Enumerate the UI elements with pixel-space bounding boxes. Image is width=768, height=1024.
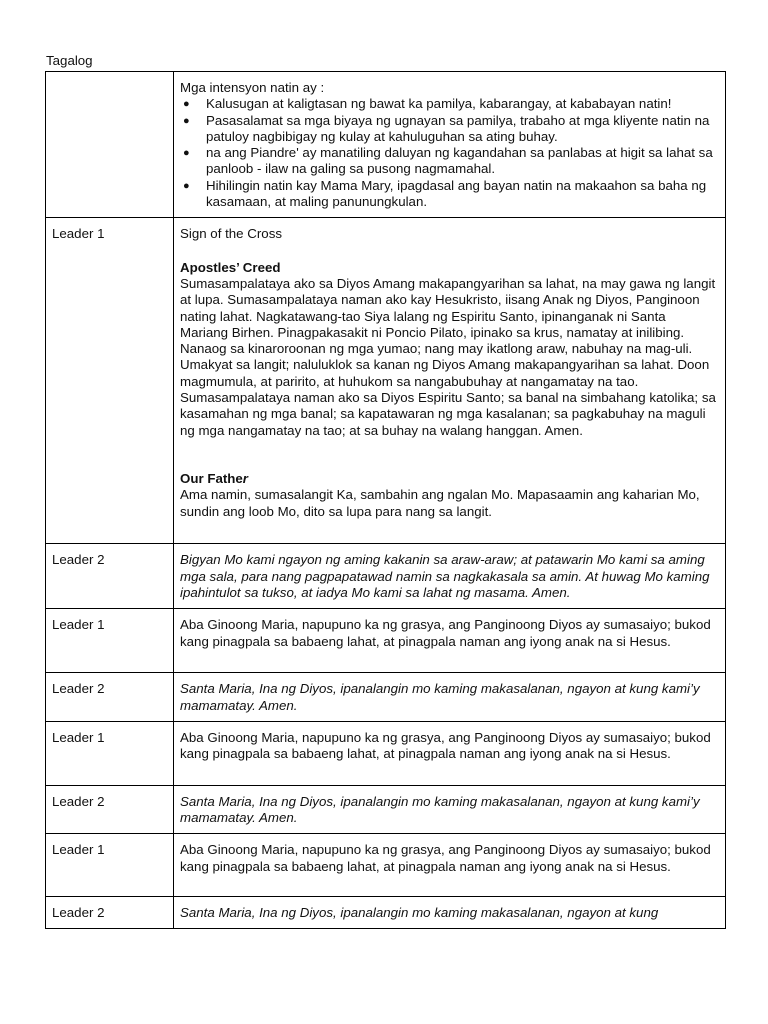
- prayer-text: Aba Ginoong Maria, napupuno ka ng grasya, ang Panginoong Diyos ay sumasaiyo; bukod kang pinagpala sa babaeng lahat, at pinagpala naman ang iyong anak na si Hesus.: [180, 842, 711, 874]
- table-row: [46, 834, 726, 897]
- text-cell: [174, 673, 726, 722]
- prayer-text: Aba Ginoong Maria, napupuno ka ng grasya, ang Panginoong Diyos ay sumasaiyo; bukod kang pinagpala sa babaeng lahat, at pinagpala naman ang iyong anak na si Hesus.: [180, 617, 711, 649]
- role-cell: [46, 72, 174, 218]
- role-cell: [46, 544, 174, 609]
- table-row: [46, 544, 726, 609]
- role-label: Leader 1: [52, 226, 105, 242]
- prayer-script-table: [45, 71, 726, 929]
- prayer-text: Aba Ginoong Maria, napupuno ka ng grasya, ang Panginoong Diyos ay sumasaiyo; bukod kang pinagpala sa babaeng lahat, at pinagpala naman ang iyong anak na si Hesus.: [180, 729, 711, 762]
- creed-text-1: Sumasampalataya ako sa Diyos Amang makapangyarihan sa lahat, na may gawa ng langit at lupa. Sumasampalataya naman ako kay Hesukristo, iisang Anak ng Diyos, Panginoon nating lahat. Nagkatawang-tao Siya lalang ng Espiritu Santo, ipinanganak ni Santa Mariang Birhen. Pinagpakasakit ni Poncio Pilato, ipinako sa krus, namatay at inilibing. Nanaog sa kinaroroonan ng mga yumao; nang may ikatlong araw, nabuhay na mag-uli. Umakyat sa langit; naluluklok sa kanan ng Diyos Amang makapangyarihan sa lahat. Doon magmumula, at paririto, at huhukom sa nangabubuhay at nangamatay na tao.: [180, 275, 716, 389]
- text-cell: [174, 897, 726, 929]
- language-label: Tagalog: [46, 53, 93, 68]
- list-item: ● na ang Piandre' ay manatiling daluyan ng kagandahan sa panlabas at higit sa lahat sa panloob - ilaw na galing sa pusong nagmamahal.: [206, 145, 717, 178]
- role-cell: [46, 785, 174, 834]
- creed-text-2: Sumasampalataya naman ako sa Diyos Espiritu Santo; sa banal na simbahang katolika; sa kasamahan ng mga banal; sa kapatawaran ng mga kasalanan; sa pagkabuhay na maguli ng mga nangamatay na tao; at sa buhay na walang hanggan. Amen.: [180, 390, 716, 438]
- role-cell: [46, 609, 174, 673]
- sign-of-cross: Sign of the Cross: [180, 226, 282, 242]
- role-label: Leader 2: [52, 681, 105, 697]
- role-cell: [46, 721, 174, 785]
- intentions-intro: Mga intensyon natin ay :: [180, 80, 325, 95]
- role-cell: [46, 834, 174, 897]
- prayer-text: Santa Maria, Ina ng Diyos, ipanalangin mo kaming makasalanan, ngayon at kung kami’y mamamatay. Amen.: [180, 681, 700, 713]
- table-row: [46, 673, 726, 722]
- role-label: Leader 1: [52, 617, 105, 633]
- prayer-text: Santa Maria, Ina ng Diyos, ipanalangin mo kaming makasalanan, ngayon at kung: [180, 905, 659, 921]
- prayer-text: Santa Maria, Ina ng Diyos, ipanalangin mo kaming makasalanan, ngayon at kung kami’y mamamatay. Amen.: [180, 793, 700, 826]
- role-cell: [46, 218, 174, 544]
- text-cell: [174, 785, 726, 834]
- table-row: [46, 72, 726, 218]
- list-item: ● Hihilingin natin kay Mama Mary, ipagdasal ang bayan natin na makaahon sa baha ng kasamaan, at maling panunungkulan.: [206, 178, 717, 211]
- table-row: [46, 785, 726, 834]
- prayer-text: Bigyan Mo kami ngayon ng aming kakanin sa araw-araw; at patawarin Mo kami sa aming mga sala, para nang pagpapatawad namin sa nagkakasala sa amin. At huwag Mo kaming ipahintulot sa tukso, at iadya Mo kami sa lahat ng masama. Amen.: [180, 552, 710, 600]
- text-cell: [174, 834, 726, 897]
- role-label: Leader 1: [52, 842, 105, 858]
- role-label: Leader 1: [52, 729, 105, 745]
- intentions-list: [180, 96, 717, 210]
- role-label: Leader 2: [52, 793, 105, 809]
- table-row: [46, 609, 726, 673]
- table-row: [46, 218, 726, 544]
- list-item: ● Pasasalamat sa mga biyaya ng ugnayan sa pamilya, trabaho at mga kliyente natin na patuloy nagbibigay ng kulay at kahuluguhan sa ating buhay.: [206, 113, 717, 146]
- table-row: [46, 897, 726, 929]
- text-cell: [174, 721, 726, 785]
- list-item: ● Kalusugan at kaligtasan ng bawat ka pamilya, kabarangay, at kababayan natin!: [206, 96, 717, 112]
- role-label: Leader 2: [52, 905, 105, 921]
- role-cell: [46, 673, 174, 722]
- text-cell: [174, 544, 726, 609]
- our-father-heading: Our Father: [180, 470, 248, 486]
- role-cell: [46, 897, 174, 929]
- role-label: Leader 2: [52, 552, 105, 568]
- creed-heading: Apostles’ Creed: [180, 259, 281, 275]
- table-row: [46, 721, 726, 785]
- text-cell: [174, 609, 726, 673]
- our-father-text: Ama namin, sumasalangit Ka, sambahin ang ngalan Mo. Mapasaamin ang kaharian Mo, sundin ang loob Mo, dito sa lupa para nang sa langit.: [180, 487, 700, 519]
- text-cell: [174, 218, 726, 544]
- text-cell: [174, 72, 726, 218]
